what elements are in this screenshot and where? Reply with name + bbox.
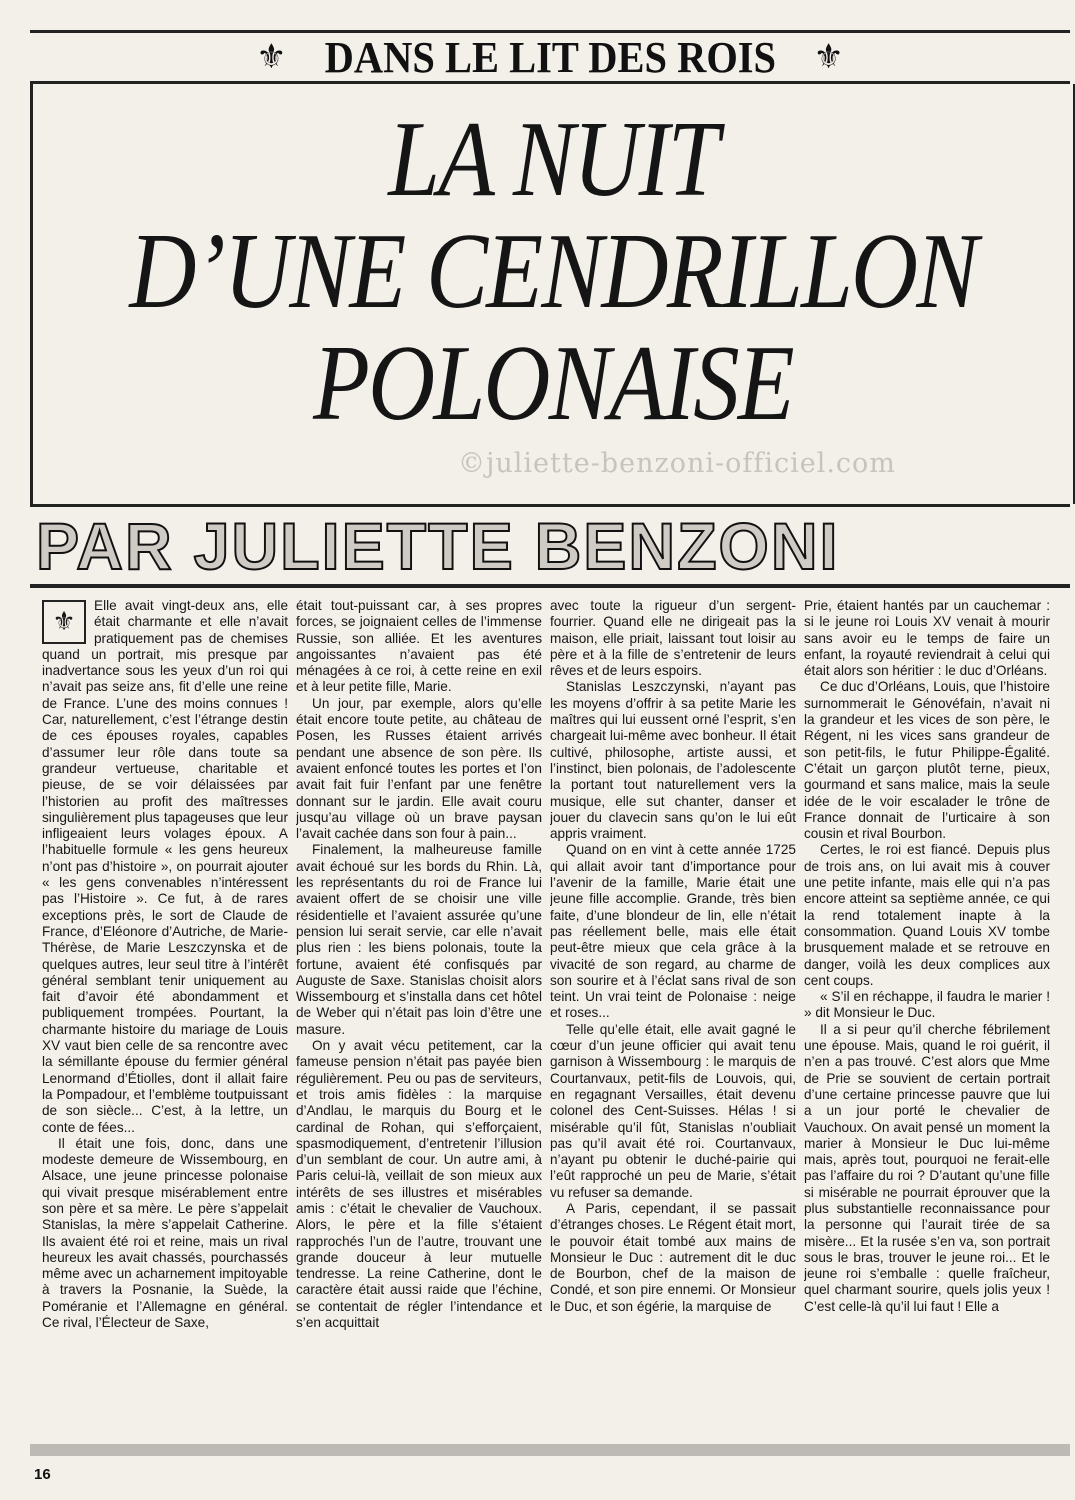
paragraph: Finalement, la malheureuse famille avait échoué sur les bords du Rhin. Là, les représentants du roi de France lui avaient offert de se choisir une ville résidentielle et l’avaient assurée qu’une pension lui serait servie, car elle n’avait plus rien : les biens polonais, toute la fortune, avaient été confisqués par Auguste de Saxe. Stanislas choisit alors Wissembourg et s’installa dans cet hôtel de Weber qui n’était pas loin d’être une masure. [296,842,542,1037]
divider [30,504,1070,507]
paragraph: Un jour, par exemple, alors qu’elle était encore toute petite, au château de Posen, les Russes étaient arrivés pendant une absence de son père. Ils avaient enfoncé toutes les portes et l’on avait fait fuir l’enfant par une fenêtre donnant sur le jardin. Elle avait couru jusqu’au village où un brave paysan l’avait cachée dans son four à pain... [296,695,542,842]
text-column-1 [42,598,288,1440]
paragraph: Quand on en vint à cette année 1725 qui allait avoir tant d’importance pour l’avenir de la famille, Marie était une jeune fille accomplie. Grande, très bien faite, d’une blondeur de lin, elle n’était pas réellement belle, mais elle était peut-être mieux que cela grâce à la vivacité de son regard, au charme de son sourire et à l’éclat sans rival de son teint. Un vrai teint de Polonaise : neige et roses... [550,842,796,1021]
fleur-de-lis-icon: ⚜ [42,600,86,644]
section-rubric-band [30,30,1070,84]
paragraph: « S’il en réchappe, il faudra le marier ! » dit Monsieur le Duc. [804,989,1050,1021]
text-column-4 [804,598,1050,1440]
fleur-de-lis-icon: ⚜ [256,37,287,77]
paragraph: Ce duc d’Orléans, Louis, que l’histoire surnommerait le Génovéfain, n’avait ni la grandeur et les vices de son père, le Régent, ni les vices sans grandeur de son petit-fils, le futur Philippe-Égalité. C’était un garçon plutôt terne, pieux, gourmand et sans malice, mais la seule idée de le voir escalader le trône de France donnait de l’urticaire à son cousin et rival Bourbon. [804,679,1050,842]
paragraph: A Paris, cependant, il se passait d’étranges choses. Le Régent était mort, le pouvoir était tombé aux mains de Monsieur le Duc : autrement dit le duc de Bourbon, chef de la maison de Condé, et son pire ennemi. Or Monsieur le Duc, et son égérie, la marquise de [550,1200,796,1314]
paragraph: Prie, étaient hantés par un cauchemar : si le jeune roi Louis XV venait à mourir sans avoir eu le temps de faire un enfant, la royauté reviendrait à celui qui était alors son héritier : le duc d’Orléans. [804,598,1050,679]
copyright-watermark: ©juliette-benzoni-officiel.com [458,448,896,479]
paragraph: Il a si peur qu’il cherche fébrilement une épouse. Mais, quand le roi guérit, il n’en a pas trouvé. C’est alors que Mme de Prie se souvient de certain portrait d’une certaine princesse pauvre que lui a un jour porté le chevalier de Vauchoux. On avait pensé un moment la marier à Monsieur le Duc lui-même mais, après tout, pourquoi ne ferait-elle pas l’affaire du roi ? D’autant qu’une fille si misérable ne pourrait éprouver que la plus substantielle reconnaissance pour la personne qui l’aurait tirée de sa misère... Et la rusée s’en va, son portrait sous le bras, trouver le jeune roi... Et le jeune roi s’emballe : quelle fraîcheur, quel charmant sourire, quels jolis yeux ! C’est celle-là qu’il lui faut ! Elle a [804,1021,1050,1314]
page-number: 16 [34,1466,51,1483]
fleur-de-lis-icon: ⚜ [813,37,844,77]
paragraph: était tout-puissant car, à ses propres forces, se joignaient celles de l’immense Russie, son alliée. Et les aventures angoissantes n’avaient pas été ménagées à ce roi, à cette reine en exil et à leur petite fille, Marie. [296,598,542,695]
footer-band [30,1444,1070,1456]
author-byline: PAR JULIETTE BENZONI [36,509,840,583]
article-body [42,598,1067,1440]
paragraph: Stanislas Leszczynski, n’ayant pas les moyens d’offrir à sa petite Marie les maîtres qui lui eussent orné l’esprit, s’en chargeait lui-même avec bonheur. Il était cultivé, philosophe, artiste aussi, et l’instinct, bien polonais, de l’adolescente la portant tout naturellement vers la musique, elle sut chanter, danser et jouer du clavecin sans qu’on le lui eût appris vraiment. [550,679,796,842]
divider [30,584,1070,588]
paragraph: Certes, le roi est fiancé. Depuis plus de trois ans, on lui avait mis à couver une petite infante, mais elle qui n’a pas encore atteint sa septième année, ce qui la rend totalement inapte à la consommation. Quand Louis XV tombe brusquement malade et se retrouve en danger, voilà les deux complices aux cent coups. [804,842,1050,988]
paragraph: Elle avait vingt-deux ans, elle était charmante et elle n’avait pratiquement pas de chemises quand un portrait, mis presque par inadvertance sous les yeux d’un roi qui n’avait pas seize ans, fit d’elle une reine de France. L’une des moins connues ! Car, naturellement, c’est l’étrange destin de ces épouses royales, capables d’assumer leur rôle dans toute sa grandeur vertueuse, charitable et pieuse, de se voir délaissées par l’historien au profit des maîtresses singulièrement plus tapageuses que leur infligeaient leurs volages époux. A l’habituelle formule « les gens heureux n’ont pas d’histoire », on pourrait ajouter « les gens convenables n’intéressent pas l’Histoire ». Ce fut, à de rares exceptions près, le sort de Claude de France, d’Eléonore d’Autriche, de Marie-Thérèse, de Marie Leszczynska et de quelques autres, leur seul titre à l’intérêt général semblant tenir uniquement au fait d’avoir été abondamment et publiquement trompées. Pourtant, la charmante histoire du mariage de Louis XV vaut bien celle de sa rencontre avec la sémillante épouse du fermier général Lenormand d’Étiolles, dont il allait faire la Pompadour, et l’emblème toutpuissant de son siècle... C’est, à la lettre, un conte de fées... [42,598,288,1135]
text-column-3 [550,598,796,1440]
paragraph: Il était une fois, donc, dans une modeste demeure de Wissembourg, en Alsace, une jeune princesse polonaise qui vivait presque misérablement entre son père et sa mère. Le père s’appelait Stanislas, la mère s’appelait Catherine. Ils avaient été roi et reine, mais un rival heureux les avait chassés, pourchassés même avec un acharnement impitoyable à travers la Posnanie, la Suède, la Poméranie et l’Allemagne en général. Ce rival, l’Électeur de Saxe, [42,1135,288,1331]
title-line-3: POLONAISE [313,324,793,443]
text-column-2 [296,598,542,1440]
title-line-2: D’UNE CENDRILLON [129,212,977,331]
paragraph: On y avait vécu petitement, car la fameuse pension n’était pas payée bien régulièrement. Peu ou pas de serviteurs, et trois amis fidèles : la marquise d’Andlau, le marquis du Bourg et le cardinal de Rohan, qui s’efforçaient, spasmodiquement, d’entretenir l’illusion d’un semblant de cour. Un autre ami, à Paris celui-là, veillait de son mieux aux intérêts de ses illustres et misérables amis : c’était le chevalier de Vauchoux. Alors, le père et la fille s’étaient rapprochés l’un de l’autre, trouvant une grande douceur à leur mutuelle tendresse. La reine Catherine, dont le caractère était aussi raide que l’échine, se contentait de régler l’intendance et s’en acquittait [296,1038,542,1331]
title-frame [30,84,1075,504]
title-line-1: LA NUIT [388,100,718,219]
paragraph: Telle qu’elle était, elle avait gagné le cœur d’un jeune officier qui avait tenu garnison à Wissembourg : le marquis de Courtanvaux, petit-fils de Louvois, qui, en regagnant Versailles, était devenu colonel des Cent-Suisses. Hélas ! si misérable qu’il fût, Stanislas n’oubliait pas qu’il avait été roi. Courtanvaux, n’ayant pu obtenir le duché-pairie qui l’eût rapproché un peu de Marie, s’était vu refuser sa demande. [550,1021,796,1200]
article-title [106,100,1000,443]
paragraph: avec toute la rigueur d’un sergent-fourrier. Quand elle ne dirigeait pas la maison, elle priait, laissant tout loisir au père et à la fille de s’entretenir de leurs rêves et de leurs espoirs. [550,598,796,679]
section-rubric: DANS LE LIT DES ROIS [324,32,776,82]
